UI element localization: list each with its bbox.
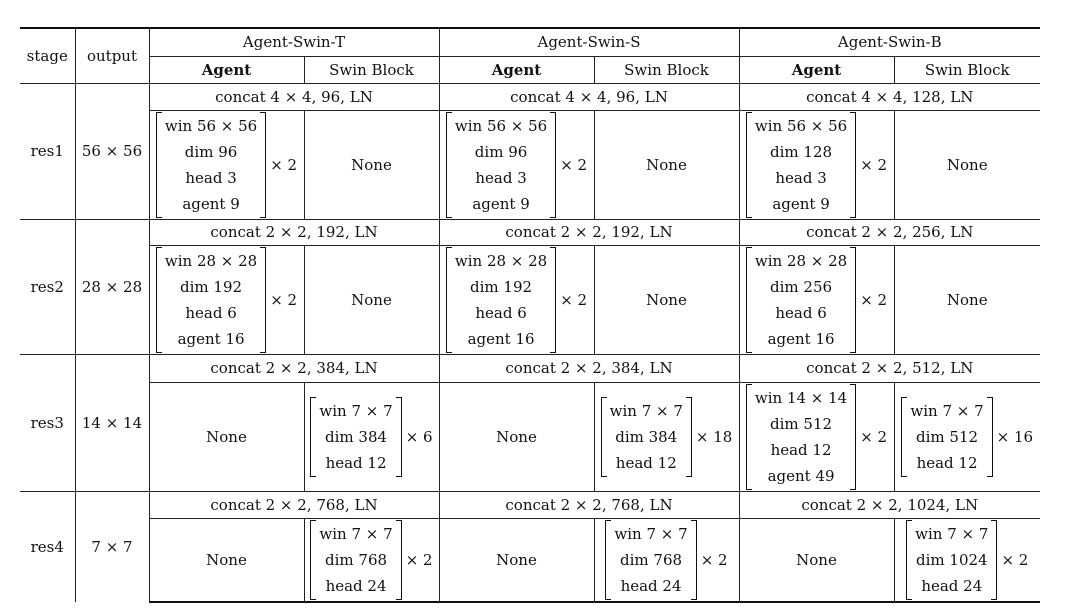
config-line: win 14 × 14 xyxy=(754,388,848,407)
header-model-t: Agent-Swin-T xyxy=(149,28,439,56)
subheader-agent: Agent xyxy=(439,56,594,83)
config-line: dim 384 xyxy=(325,427,388,446)
concat-cell: concat 2 × 2, 256, LN xyxy=(739,219,1040,245)
repeat-count: × 2 xyxy=(270,155,298,174)
repeat-count: × 2 xyxy=(405,550,433,569)
stage-output: 14 × 14 xyxy=(75,354,149,491)
config-matrix xyxy=(601,396,692,478)
config-line: head 24 xyxy=(325,576,387,595)
repeat-count: × 2 xyxy=(860,155,888,174)
config-line: win 7 × 7 xyxy=(319,524,393,543)
concat-cell: concat 4 × 4, 96, LN xyxy=(149,83,439,110)
config-line: agent 16 xyxy=(177,329,245,348)
config-line: head 6 xyxy=(185,303,237,322)
stage-name: res3 xyxy=(20,354,75,491)
config-line: head 12 xyxy=(615,453,677,472)
stage-output: 56 × 56 xyxy=(75,83,149,219)
concat-cell: concat 4 × 4, 128, LN xyxy=(739,83,1040,110)
config-matrix xyxy=(901,396,992,478)
swin-block-cell xyxy=(304,245,439,354)
config-line: win 28 × 28 xyxy=(754,251,848,270)
config-matrix xyxy=(605,519,696,601)
stage-output: 28 × 28 xyxy=(75,219,149,354)
config-matrix xyxy=(310,519,401,601)
concat-cell: concat 2 × 2, 1024, LN xyxy=(739,491,1040,518)
config-line: dim 96 xyxy=(184,142,238,161)
block-config xyxy=(899,519,1037,601)
repeat-count: × 2 xyxy=(700,550,728,569)
swin-block-cell xyxy=(894,382,1040,491)
agent-block-cell xyxy=(739,245,894,354)
config-line: agent 16 xyxy=(467,329,535,348)
config-line: head 12 xyxy=(770,440,832,459)
block-config xyxy=(899,396,1037,478)
config-line: agent 16 xyxy=(767,329,835,348)
config-line: dim 128 xyxy=(770,142,833,161)
block-config xyxy=(444,111,590,219)
agent-block-cell xyxy=(439,382,594,491)
none-value: None xyxy=(351,155,392,174)
concat-cell: concat 2 × 2, 512, LN xyxy=(739,354,1040,382)
swin-block-cell xyxy=(304,110,439,219)
block-config xyxy=(744,246,890,354)
repeat-count: × 2 xyxy=(860,427,888,446)
header-output: output xyxy=(75,28,149,83)
config-line: win 28 × 28 xyxy=(164,251,258,270)
config-matrix xyxy=(310,396,401,478)
config-matrix xyxy=(746,383,856,491)
none-value: None xyxy=(646,155,687,174)
config-line: agent 49 xyxy=(767,466,835,485)
config-line: dim 192 xyxy=(470,277,533,296)
stage-name: res4 xyxy=(20,491,75,602)
block-config xyxy=(444,246,590,354)
agent-block-cell xyxy=(439,518,594,602)
config-line: head 12 xyxy=(325,453,387,472)
config-line: dim 768 xyxy=(620,550,683,569)
stage-output: 7 × 7 xyxy=(75,491,149,602)
agent-block-cell xyxy=(739,382,894,491)
subheader-swin-block: Swin Block xyxy=(304,56,439,83)
none-value: None xyxy=(946,155,988,174)
header-model-b: Agent-Swin-B xyxy=(739,28,1040,56)
repeat-count: × 2 xyxy=(560,155,588,174)
config-line: win 7 × 7 xyxy=(915,524,989,543)
swin-block-cell xyxy=(894,518,1040,602)
swin-block-cell xyxy=(894,245,1040,354)
agent-block-cell xyxy=(739,518,894,602)
config-matrix xyxy=(156,111,266,219)
config-line: head 24 xyxy=(921,576,983,595)
config-line: head 3 xyxy=(475,168,527,187)
swin-block-cell xyxy=(594,382,739,491)
config-line: head 6 xyxy=(775,303,827,322)
block-config xyxy=(744,383,890,491)
config-line: head 3 xyxy=(185,168,237,187)
concat-cell: concat 4 × 4, 96, LN xyxy=(439,83,739,110)
agent-block-cell xyxy=(149,245,304,354)
agent-block-cell xyxy=(739,110,894,219)
concat-cell: concat 2 × 2, 192, LN xyxy=(439,219,739,245)
swin-block-cell xyxy=(594,518,739,602)
config-matrix xyxy=(906,519,997,601)
config-line: head 12 xyxy=(916,453,978,472)
block-config xyxy=(599,396,735,478)
agent-block-cell xyxy=(439,245,594,354)
config-line: win 7 × 7 xyxy=(319,401,393,420)
subheader-swin-block: Swin Block xyxy=(594,56,739,83)
repeat-count: × 16 xyxy=(996,427,1034,446)
config-matrix xyxy=(746,246,856,354)
swin-block-cell xyxy=(304,518,439,602)
config-line: win 56 × 56 xyxy=(754,116,848,135)
config-line: agent 9 xyxy=(182,194,240,213)
repeat-count: × 18 xyxy=(695,427,733,446)
config-line: head 24 xyxy=(620,576,682,595)
concat-cell: concat 2 × 2, 192, LN xyxy=(149,219,439,245)
config-line: dim 192 xyxy=(180,277,243,296)
config-line: dim 256 xyxy=(770,277,833,296)
repeat-count: × 2 xyxy=(1001,550,1029,569)
config-line: win 28 × 28 xyxy=(454,251,548,270)
subheader-agent: Agent xyxy=(149,56,304,83)
agent-block-cell xyxy=(149,518,304,602)
config-matrix xyxy=(446,111,556,219)
none-value: None xyxy=(496,550,537,569)
block-config xyxy=(309,519,435,601)
config-line: dim 768 xyxy=(325,550,388,569)
block-config xyxy=(309,396,435,478)
concat-cell: concat 2 × 2, 768, LN xyxy=(149,491,439,518)
block-config xyxy=(154,246,300,354)
none-value: None xyxy=(206,550,247,569)
stage-name: res1 xyxy=(20,83,75,219)
config-line: dim 1024 xyxy=(916,550,988,569)
swin-block-cell xyxy=(594,110,739,219)
none-value: None xyxy=(946,290,988,309)
none-value: None xyxy=(206,427,247,446)
subheader-agent: Agent xyxy=(739,56,894,83)
subheader-swin-block: Swin Block xyxy=(894,56,1040,83)
config-line: agent 9 xyxy=(472,194,530,213)
concat-cell: concat 2 × 2, 768, LN xyxy=(439,491,739,518)
config-line: win 56 × 56 xyxy=(164,116,258,135)
swin-block-cell xyxy=(304,382,439,491)
config-line: agent 9 xyxy=(772,194,830,213)
config-matrix xyxy=(156,246,266,354)
config-line: dim 512 xyxy=(916,427,979,446)
concat-cell: concat 2 × 2, 384, LN xyxy=(149,354,439,382)
config-line: dim 384 xyxy=(615,427,678,446)
agent-block-cell xyxy=(439,110,594,219)
agent-block-cell xyxy=(149,382,304,491)
config-line: dim 512 xyxy=(770,414,833,433)
block-config xyxy=(154,111,300,219)
repeat-count: × 2 xyxy=(560,290,588,309)
config-matrix xyxy=(446,246,556,354)
block-config xyxy=(599,519,735,601)
config-line: head 3 xyxy=(775,168,827,187)
config-line: win 7 × 7 xyxy=(609,401,683,420)
none-value: None xyxy=(796,550,837,569)
stage-name: res2 xyxy=(20,219,75,354)
config-line: win 7 × 7 xyxy=(614,524,688,543)
header-stage: stage xyxy=(20,28,75,83)
none-value: None xyxy=(351,290,392,309)
repeat-count: × 2 xyxy=(270,290,298,309)
config-line: head 6 xyxy=(475,303,527,322)
repeat-count: × 6 xyxy=(405,427,433,446)
architecture-table xyxy=(20,27,1040,603)
config-line: win 7 × 7 xyxy=(910,401,984,420)
concat-cell: concat 2 × 2, 384, LN xyxy=(439,354,739,382)
none-value: None xyxy=(646,290,687,309)
repeat-count: × 2 xyxy=(860,290,888,309)
config-matrix xyxy=(746,111,856,219)
swin-block-cell xyxy=(894,110,1040,219)
block-config xyxy=(744,111,890,219)
header-model-s: Agent-Swin-S xyxy=(439,28,739,56)
agent-block-cell xyxy=(149,110,304,219)
config-line: dim 96 xyxy=(474,142,528,161)
config-line: win 56 × 56 xyxy=(454,116,548,135)
swin-block-cell xyxy=(594,245,739,354)
none-value: None xyxy=(496,427,537,446)
